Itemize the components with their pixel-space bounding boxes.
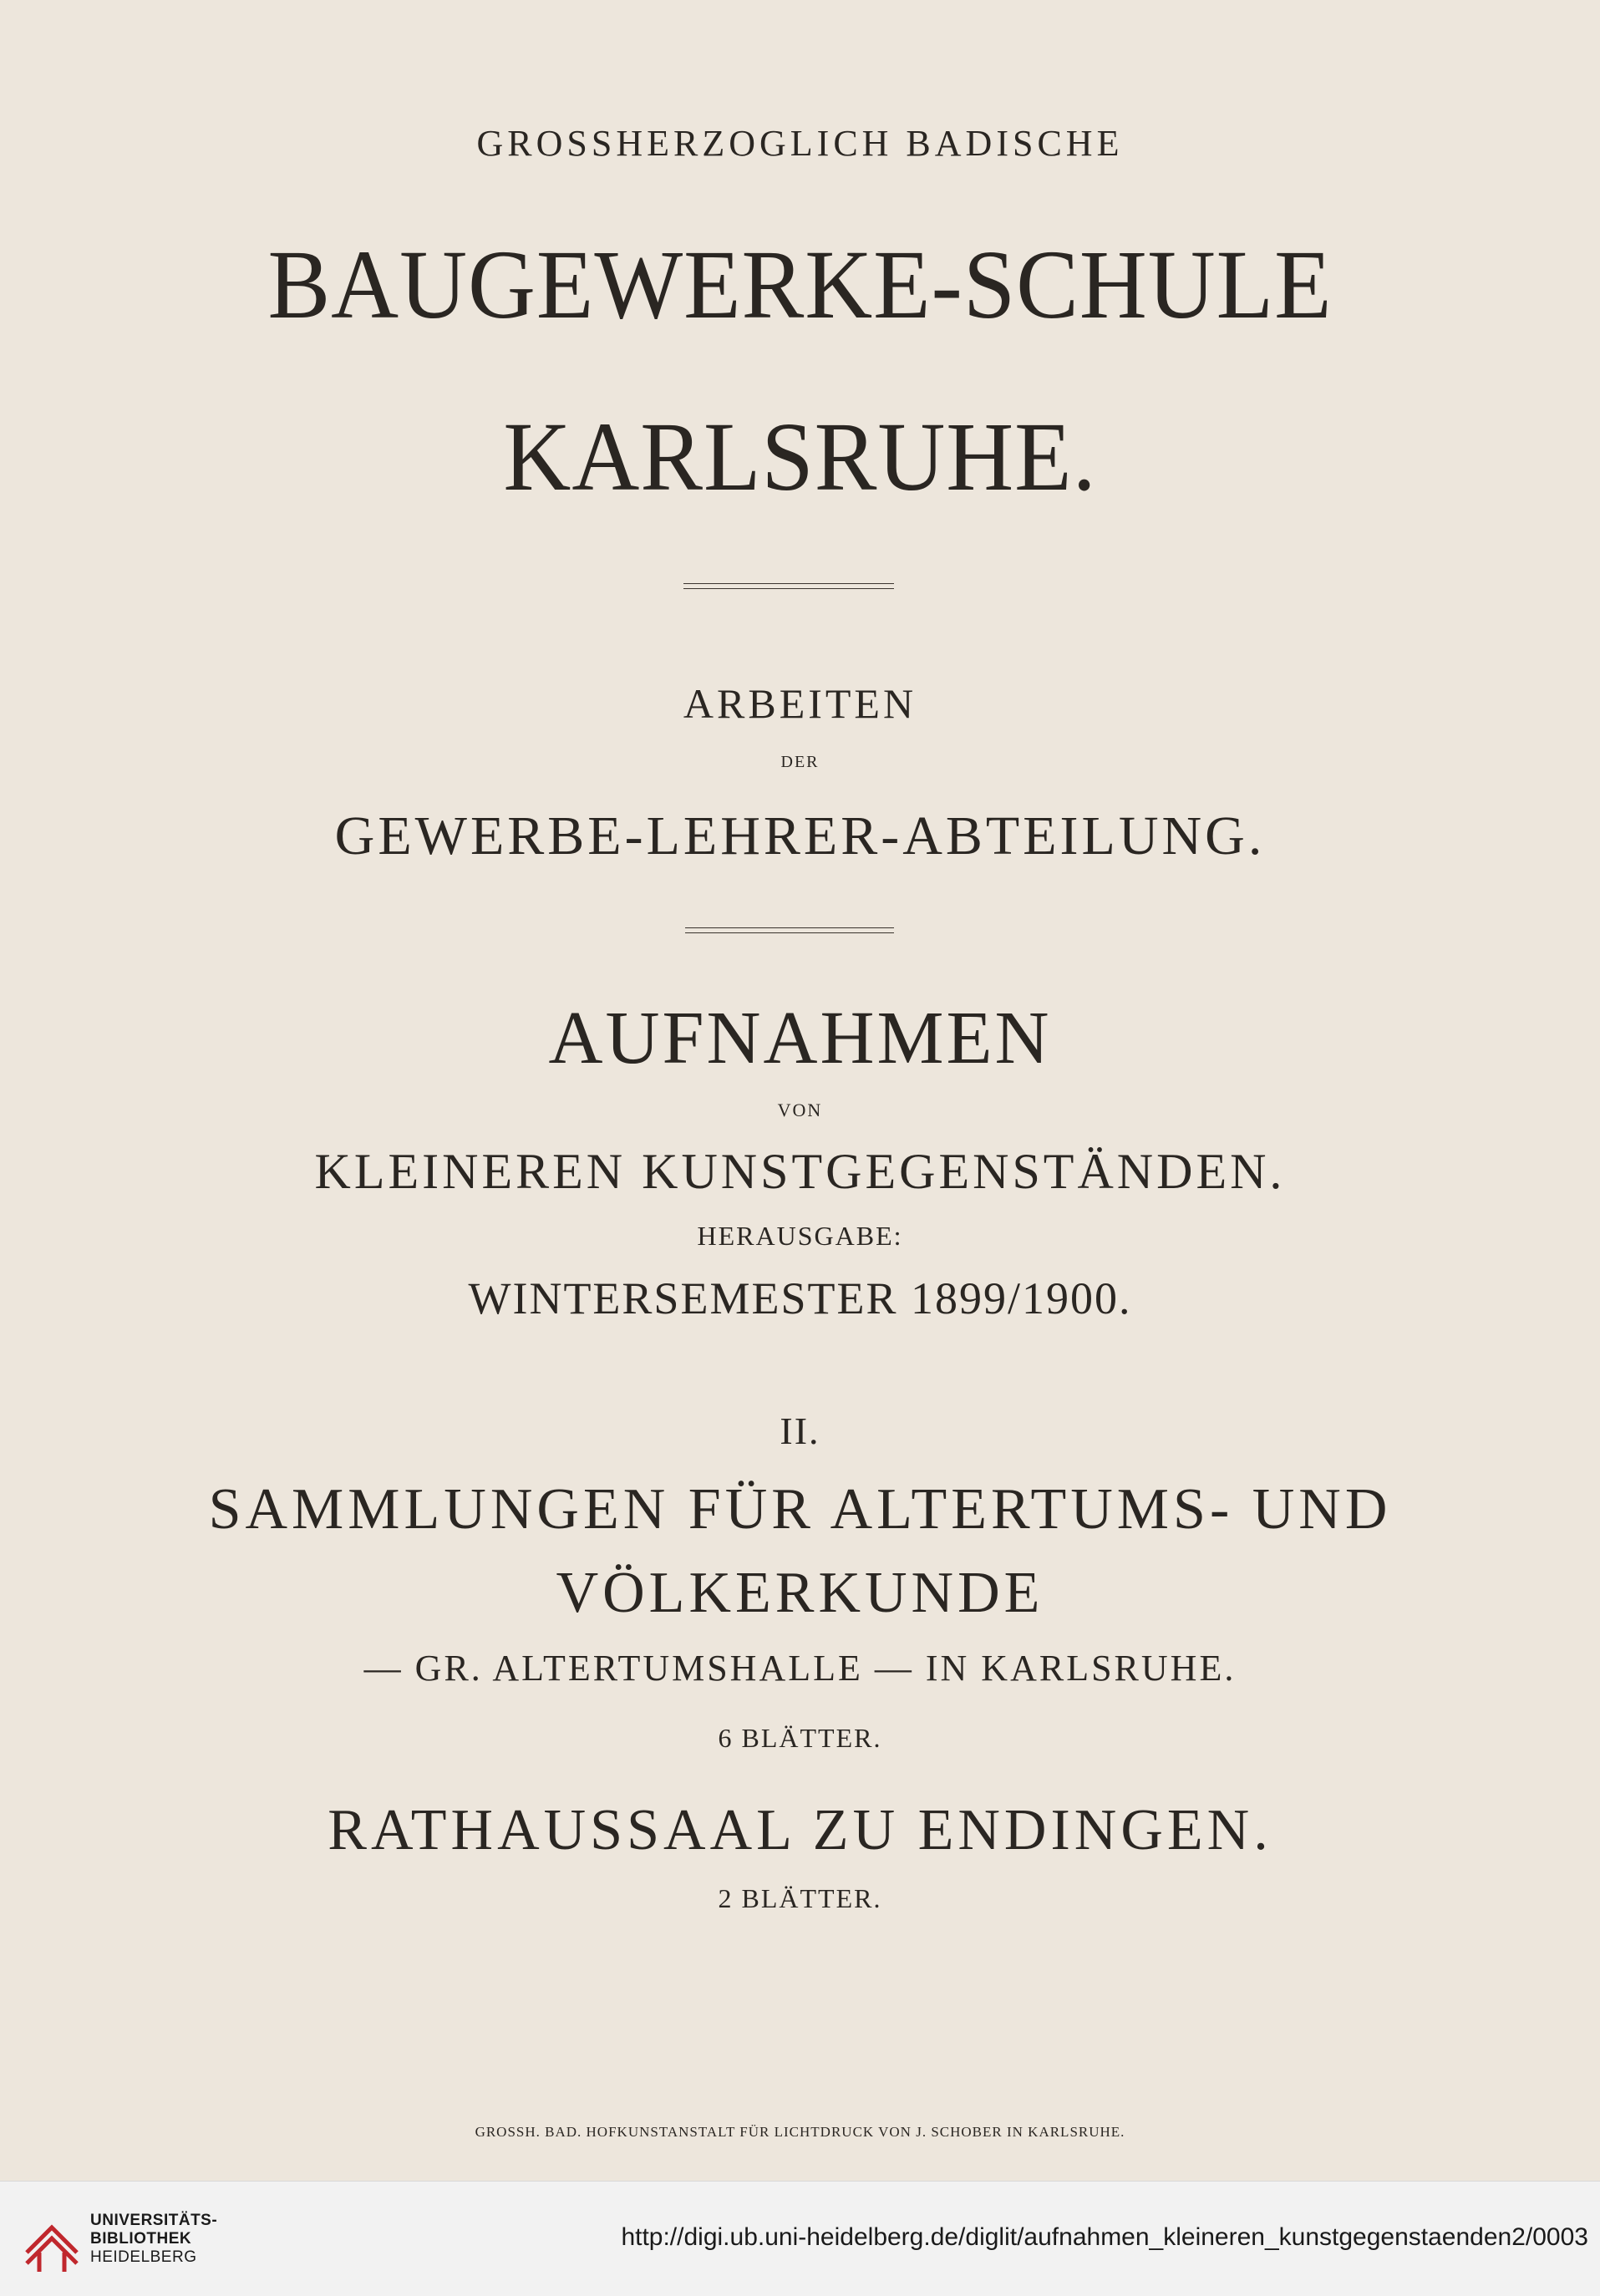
text-rathaussaal: RATHAUSSAAL ZU ENDINGEN.	[328, 1798, 1272, 1862]
text-roman-two: II.	[780, 1410, 820, 1452]
divider-rule-1	[683, 583, 894, 589]
divider-rule-2	[685, 927, 894, 933]
text-herausgabe: HERAUSGABE:	[697, 1221, 903, 1251]
text-voelkerkunde: VÖLKERKUNDE	[556, 1561, 1044, 1625]
printer-imprint: GROSSH. BAD. HOFKUNSTANSTALT FÜR LICHTDRUCK VON J. SCHOBER IN KARLSRUHE.	[475, 2124, 1125, 2140]
library-name-line3: HEIDELBERG	[90, 2248, 197, 2266]
subtitle-der: DER	[780, 753, 820, 771]
text-kleineren-kunstgegenstaenden: KLEINEREN KUNSTGEGENSTÄNDEN.	[314, 1144, 1286, 1199]
text-altertumshalle: — GR. ALTERTUMSHALLE — IN KARLSRUHE.	[363, 1648, 1237, 1689]
library-name-line1: UNIVERSITÄTS-	[90, 2212, 218, 2229]
text-two-blaetter: 2 BLÄTTER.	[718, 1883, 882, 1913]
title-line-karlsruhe: KARLSRUHE.	[503, 402, 1097, 511]
text-six-blaetter: 6 BLÄTTER.	[718, 1723, 882, 1753]
heading-aufnahmen: AUFNAHMEN	[548, 997, 1052, 1079]
title-line-grossherzoglich: GROSSHERZOGLICH BADISCHE	[476, 123, 1124, 164]
library-footer	[0, 2181, 1600, 2296]
title-line-baugewerke-schule: BAUGEWERKE-SCHULE	[267, 230, 1333, 339]
library-name-line2: BIBLIOTHEK	[90, 2230, 192, 2248]
permalink-url[interactable]: http://digi.ub.uni-heidelberg.de/diglit/aufnahmen_kleineren_kunstgegenstaenden2/0003	[621, 2223, 1588, 2251]
university-library-logo-icon	[18, 2207, 85, 2273]
subtitle-arbeiten: ARBEITEN	[683, 680, 917, 727]
library-name	[90, 2212, 217, 2267]
text-von: VON	[777, 1100, 823, 1120]
text-sammlungen: SAMMLUNGEN FÜR ALTERTUMS- UND	[208, 1477, 1392, 1542]
subtitle-gewerbe-lehrer-abteilung: GEWERBE-LEHRER-ABTEILUNG.	[334, 805, 1266, 866]
text-wintersemester: WINTERSEMESTER 1899/1900.	[468, 1273, 1132, 1323]
